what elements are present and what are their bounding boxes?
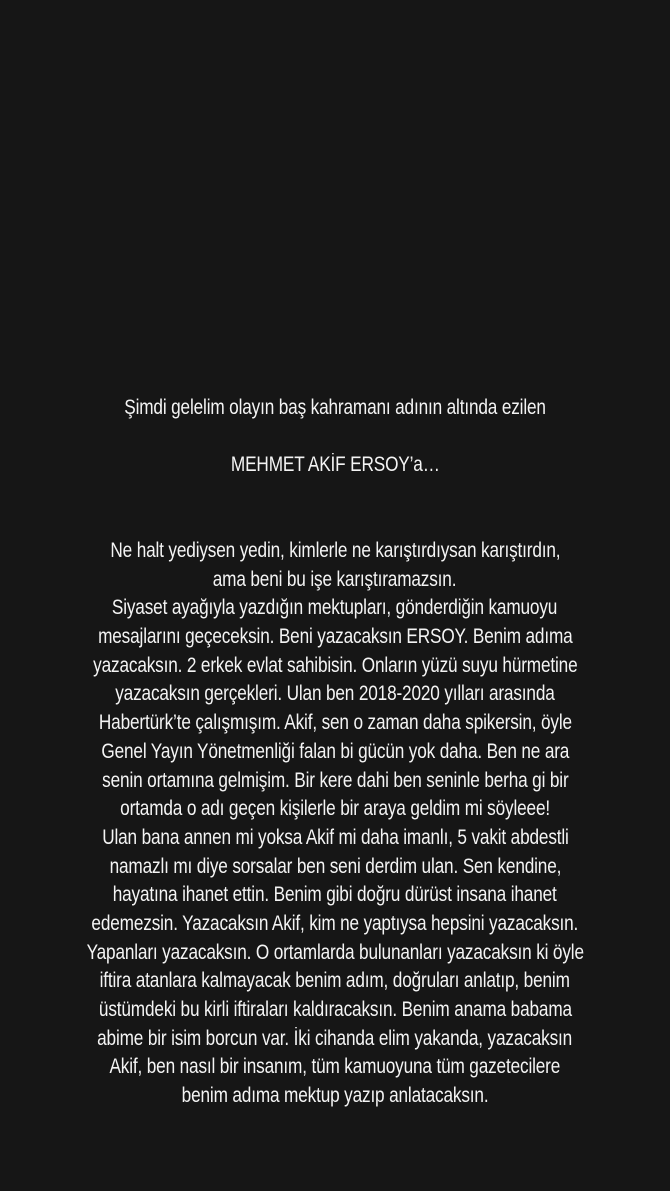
body-line	[0, 709, 670, 738]
body-line-text: Ne halt yediysen yedin, kimlerle ne karıştırdıysan karıştırdın,	[109, 539, 561, 562]
body-line	[0, 594, 670, 623]
body-line	[0, 1082, 670, 1111]
body-line	[0, 680, 670, 709]
body-line-text: namazlı mı diye sorsalar ben seni derdim ulan. Sen kendine,	[109, 854, 561, 878]
body-line-text: hayatına ihanet ettin. Benim gibi doğru dürüst insana ihanet	[113, 883, 557, 907]
body-line	[0, 996, 670, 1025]
body-line-text: Genel Yayın Yönetmenliği falan bi gücün yok daha. Ben ne ara	[101, 739, 569, 763]
intro-line	[0, 394, 670, 422]
body-line-text: ama beni bu işe karıştıramazsın.	[213, 567, 457, 591]
story-body	[0, 537, 670, 1111]
body-line-text: ortamda o adı geçen kişilerle bir araya geldim mi söyleee!	[120, 797, 550, 821]
body-line-text: mesajlarını geçeceksin. Beni yazacaksın ERSOY. Benim adıma	[97, 625, 573, 649]
body-line-text: Yapanları yazacaksın. O ortamlarda bulunanları yazacaksın ki öyle	[86, 940, 584, 964]
body-line-text: Siyaset ayağıyla yazdığın mektupları, gönderdiğin kamuoyu	[112, 596, 558, 620]
intro-text: Şimdi gelelim olayın baş kahramanı adının altında ezilen	[124, 396, 546, 419]
body-line-text: Habertürk’te çalışmışım. Akif, sen o zaman daha spikersin, öyle	[98, 711, 572, 735]
body-line-text: Ulan bana annen mi yoksa Akif mi daha imanlı, 5 vakit abdestli	[101, 825, 569, 849]
body-line	[0, 566, 670, 595]
body-line-text: Akif, ben nasıl bir insanım, tüm kamuoyuna tüm gazetecilere	[109, 1055, 561, 1079]
body-line	[0, 824, 670, 853]
body-line	[0, 853, 670, 882]
body-line-text: üstümdeki bu kirli iftiraları kaldıracaksın. Benim anama babama	[98, 998, 572, 1021]
body-line	[0, 939, 670, 968]
body-line	[0, 537, 670, 566]
body-line-text: yazacaksın gerçekleri. Ulan ben 2018-2020 yılları arasında	[115, 682, 555, 706]
body-line	[0, 1025, 670, 1054]
body-line	[0, 1053, 670, 1082]
body-line	[0, 623, 670, 652]
body-line	[0, 967, 670, 996]
body-line	[0, 738, 670, 767]
addressee-line	[0, 451, 670, 479]
body-line-text: iftira atanlara kalmayacak benim adım, doğruları anlatıp, benim	[99, 969, 571, 993]
body-line	[0, 910, 670, 939]
body-line	[0, 652, 670, 681]
addressee-text: MEHMET AKİF ERSOY’a…	[230, 453, 440, 476]
body-line-text: senin ortamına gelmişim. Bir kere dahi ben seninle berha gi bir	[101, 768, 569, 792]
body-line-text: edemezsin. Yazacaksın Akif, kim ne yaptıysa hepsini yazacaksın.	[91, 911, 579, 935]
body-line	[0, 795, 670, 824]
body-line	[0, 881, 670, 910]
body-line	[0, 767, 670, 796]
body-line-text: yazacaksın. 2 erkek evlat sahibisin. Onların yüzü suyu hürmetine	[92, 653, 578, 677]
body-line-text: benim adıma mektup yazıp anlatacaksın.	[181, 1084, 489, 1108]
body-line-text: abime bir isim borcun var. İki cihanda elim yakanda, yazacaksın	[97, 1026, 573, 1050]
